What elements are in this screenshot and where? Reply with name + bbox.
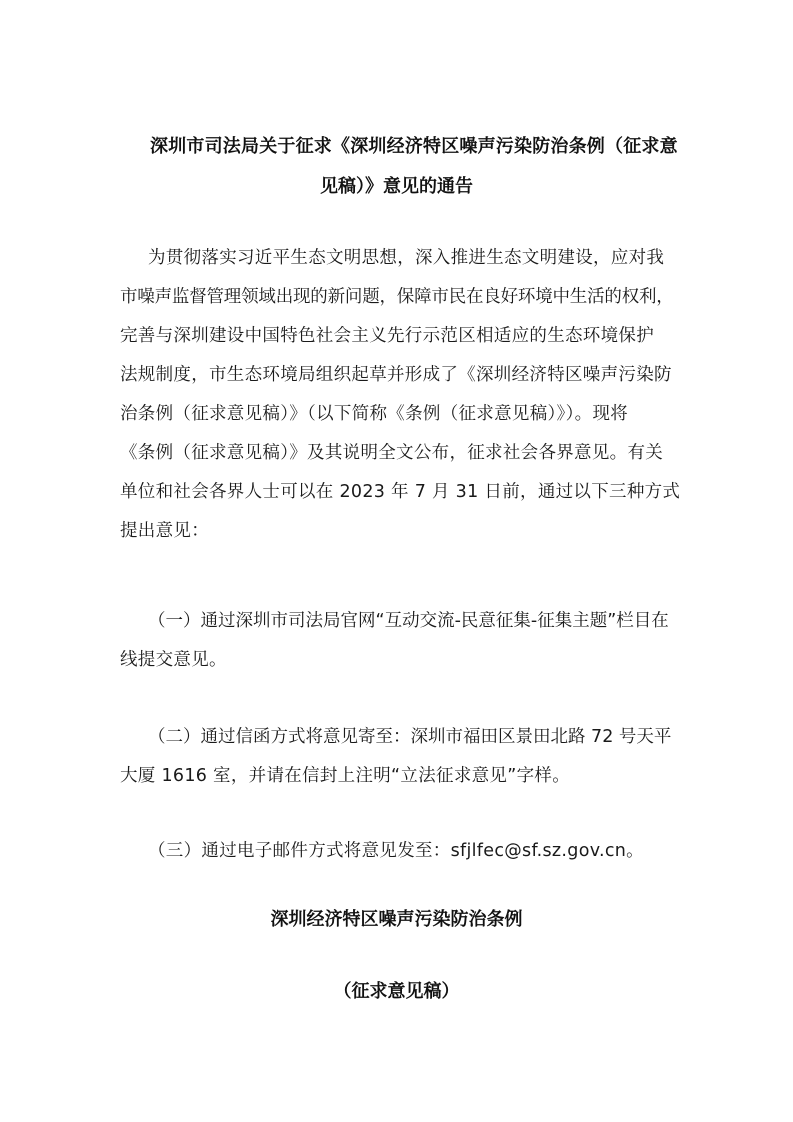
method-line: （二）通过信函方式将意见寄至：深圳市福田区景田北路 72 号天平: [148, 727, 672, 747]
method-line: （一）通过深圳市司法局官网“互动交流-民意征集-征集主题”栏目在: [148, 611, 669, 631]
method-line: 大厦 1616 室，并请在信封上注明“立法征求意见”字样。: [120, 766, 570, 786]
intro-line: 为贯彻落实习近平生态文明思想，深入推进生态文明建设，应对我: [148, 248, 665, 268]
intro-line: 单位和社会各界人士可以在 2023 年 7 月 31 日前，通过以下三种方式: [120, 482, 681, 502]
intro-line: 法规制度，市生态环境局组织起草并形成了《深圳经济特区噪声污染防: [120, 365, 672, 385]
notice-title-line-2: 见稿）》意见的通告: [320, 176, 473, 197]
intro-line: 完善与深圳建设中国特色社会主义先行示范区相适应的生态环境保护: [120, 326, 654, 346]
intro-line: 市噪声监督管理领域出现的新问题，保障市民在良好环境中生活的权利，: [120, 287, 674, 307]
intro-line: 提出意见：: [120, 521, 209, 541]
regulation-heading: 深圳经济特区噪声污染防治条例: [270, 909, 523, 930]
regulation-subheading: （征求意见稿）: [333, 981, 460, 1002]
intro-line: 《条例（征求意见稿）》及其说明全文公布，征求社会各界意见。有关: [120, 443, 664, 463]
method-line: 线提交意见。: [120, 650, 227, 670]
notice-title-line-1: 深圳市司法局关于征求《深圳经济特区噪声污染防治条例（征求意: [150, 136, 678, 157]
intro-line: 治条例（征求意见稿）》（以下简称《条例（征求意见稿）》）。现将: [120, 404, 629, 424]
method-line: （三）通过电子邮件方式将意见发至：sfjlfec@sf.sz.gov.cn。: [148, 841, 644, 861]
